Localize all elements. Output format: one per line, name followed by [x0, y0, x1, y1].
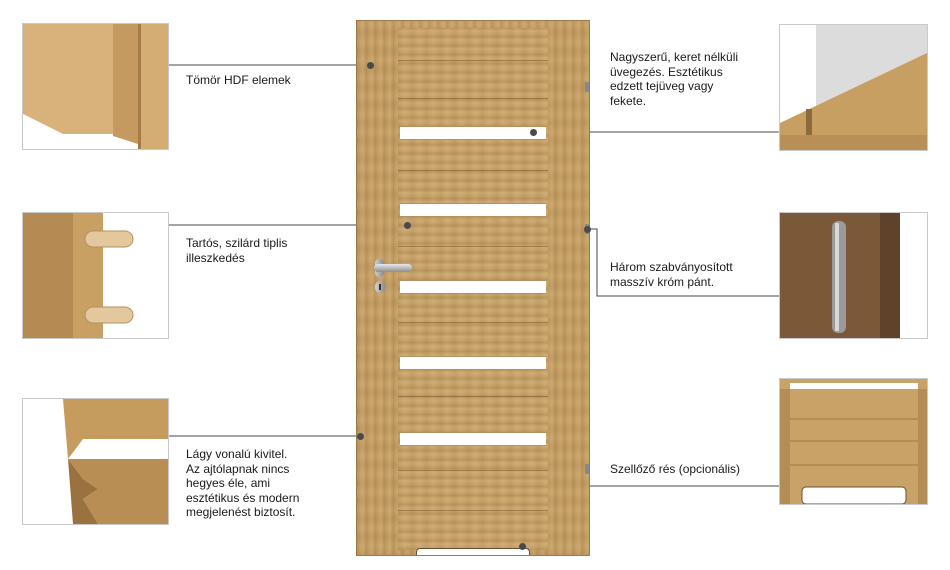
glass-section-image [780, 25, 927, 150]
glass-strip-1 [400, 126, 546, 140]
glass-label-line4: fekete. [610, 93, 647, 108]
vent-thumbnail [779, 378, 928, 505]
keyhole-icon [375, 281, 385, 293]
glass-strip-4 [400, 356, 546, 370]
edge-label-line2: Az ajtólapnak nincs [186, 461, 290, 476]
door-handle [374, 264, 412, 272]
glass-thumbnail [779, 24, 928, 151]
hinge-label [610, 260, 733, 289]
hinge-thumbnail [779, 212, 928, 339]
hinge-icon [585, 82, 589, 92]
panel-groove [398, 170, 548, 171]
dowel-thumbnail [22, 212, 169, 339]
panel-groove [398, 60, 548, 61]
glass-strip-3 [400, 280, 546, 294]
panel-groove [398, 470, 548, 471]
hdf-block-image [23, 24, 168, 149]
panel-groove [398, 246, 548, 247]
hinge-label-line1: Három szabványosított [610, 260, 733, 274]
vent-gap [416, 548, 530, 555]
edge-thumbnail [22, 398, 169, 525]
edge-label-line3: hegyes éle, ami [186, 476, 271, 490]
dowel-label-line1: Tartós, szilárd tiplis [186, 236, 288, 250]
hinge-icon [585, 464, 589, 474]
edge-label-line1: Lágy vonalú kivitel. [186, 447, 288, 461]
dowel-label-line2: illeszkedés [186, 250, 245, 265]
glass-label-line3: edzett tejüveg vagy [610, 79, 714, 93]
dowel-label [186, 236, 287, 265]
callout-dot-dowel [404, 222, 411, 229]
vent-image [780, 379, 927, 504]
callout-dot-vent [519, 543, 526, 550]
dowel-image [23, 213, 168, 338]
callout-dot-edge [357, 433, 364, 440]
callout-dot-hdf [367, 62, 374, 69]
edge-profile-image [23, 399, 168, 524]
hinge-label-line2: masszív króm pánt. [610, 274, 715, 289]
vent-label: Szellőző rés (opcionális) [610, 462, 741, 476]
glass-strip-5 [400, 432, 546, 446]
glass-label [610, 50, 738, 108]
hinge-image [780, 213, 927, 338]
edge-label-line5: megjelenést biztosít. [186, 505, 296, 519]
glass-label-line1: Nagyszerű, keret nélküli [610, 50, 739, 64]
callout-dot-glass [530, 129, 537, 136]
panel-groove [398, 322, 548, 323]
callout-dot-hinge [584, 226, 591, 233]
glass-label-line2: üvegezés. Esztétikus [610, 64, 723, 79]
hdf-label: Tömör HDF elemek [186, 73, 291, 87]
glass-strip-2 [400, 203, 546, 217]
panel-groove [398, 396, 548, 397]
hdf-thumbnail [22, 23, 169, 150]
panel-groove [398, 510, 548, 511]
edge-label [186, 447, 299, 520]
panel-groove [398, 98, 548, 99]
edge-label-line4: esztétikus és modern [186, 490, 300, 505]
